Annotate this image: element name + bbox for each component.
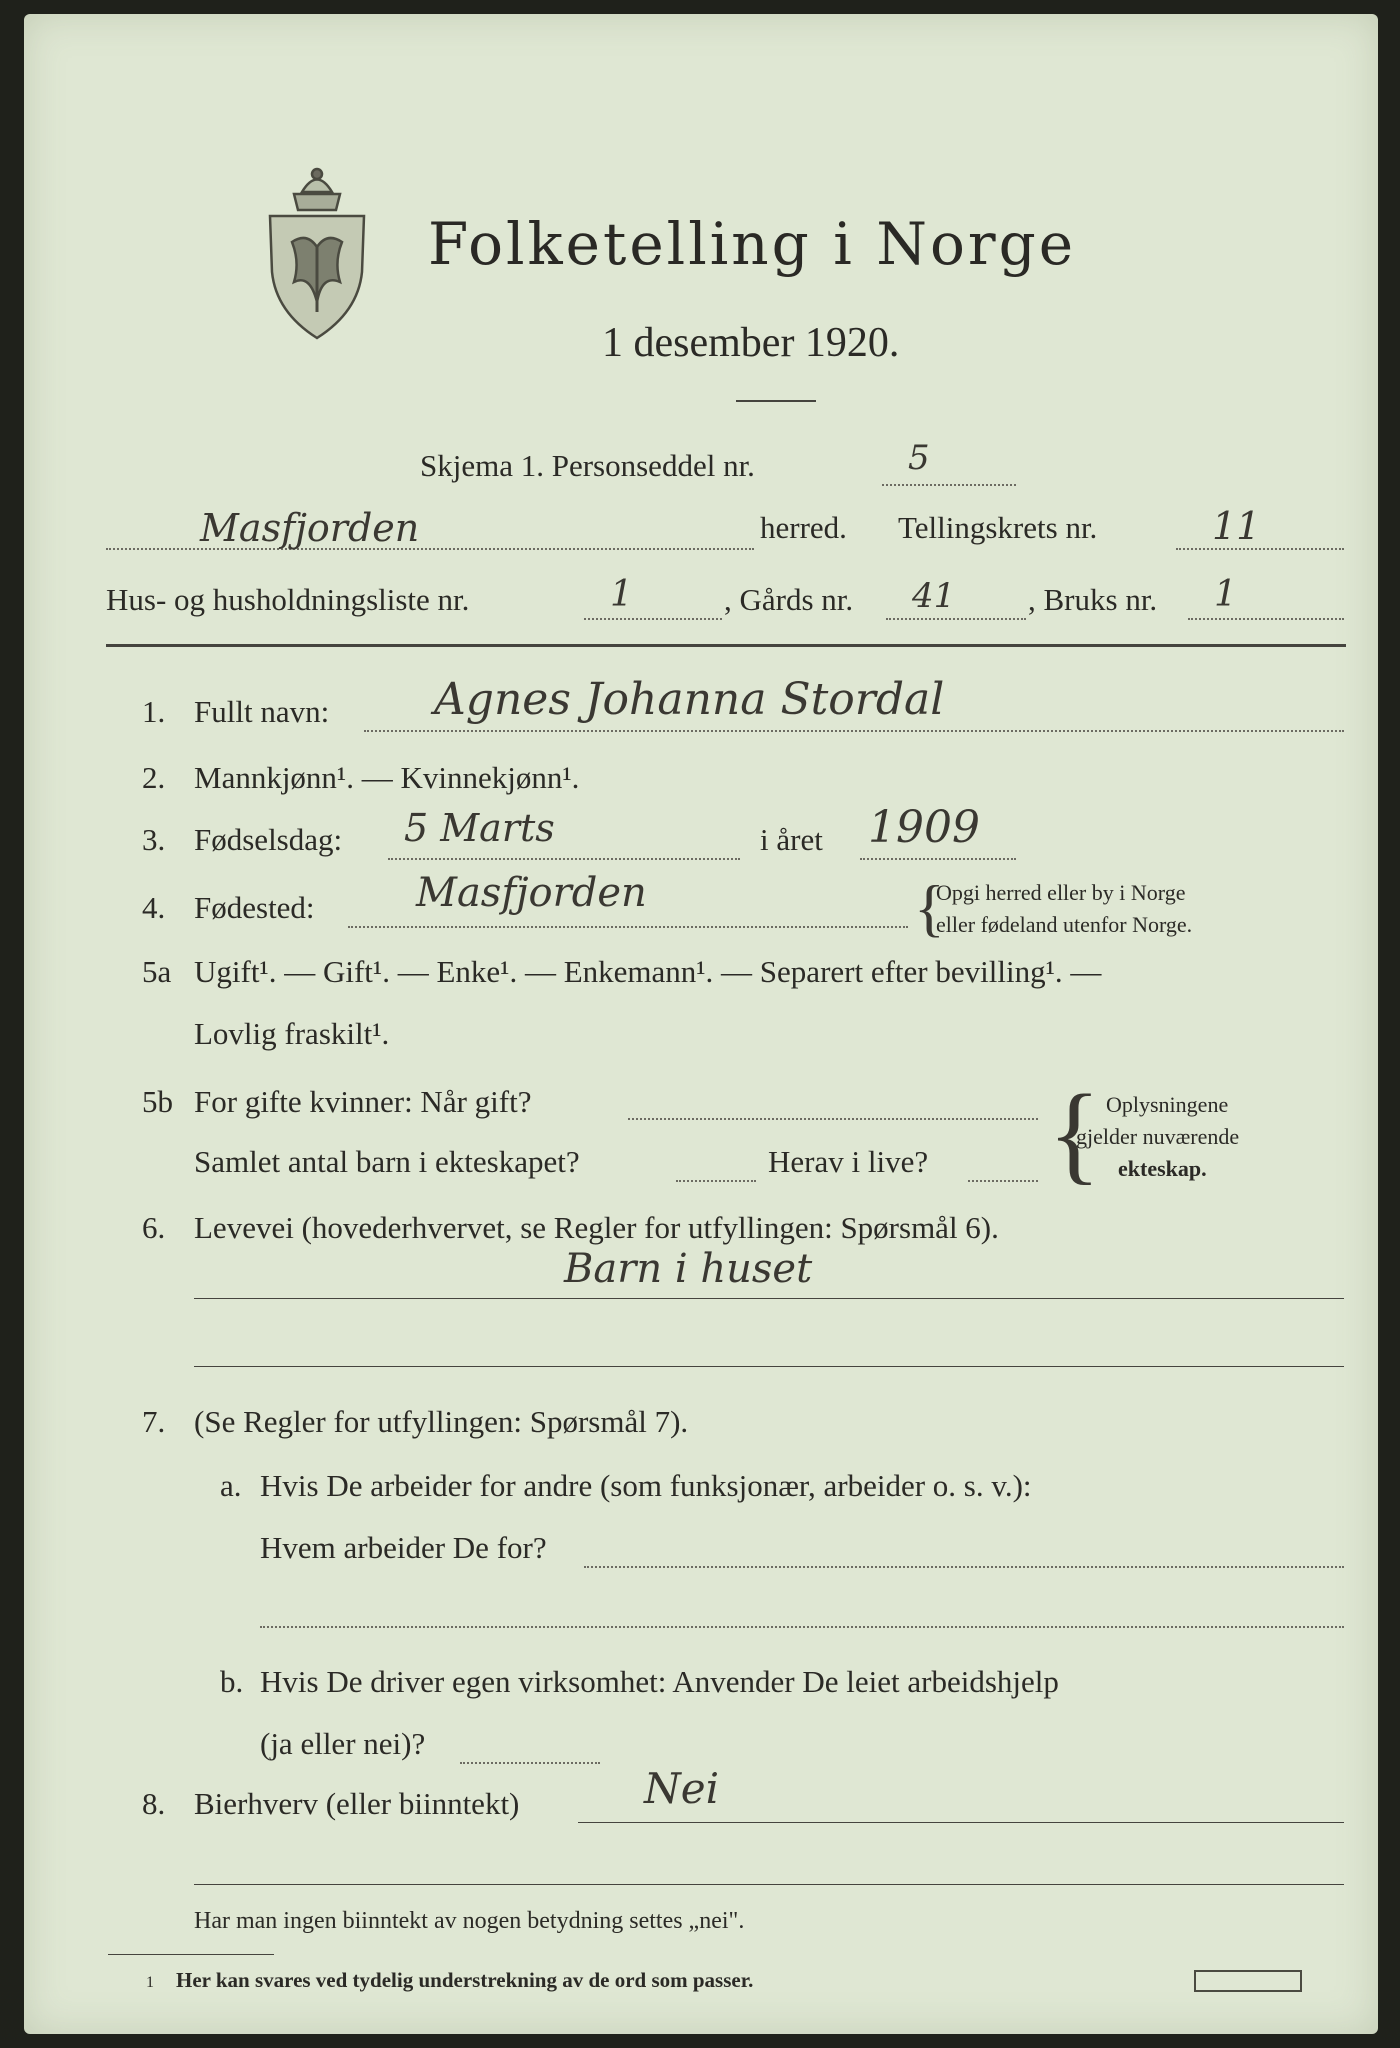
q7b-number: b.: [220, 1664, 244, 1699]
q7-number: 7.: [142, 1404, 166, 1439]
herred-value: Masfjorden: [200, 506, 420, 550]
q4-note-2: eller fødeland utenfor Norge.: [936, 912, 1193, 937]
q5b-label-married: For gifte kvinner: Når gift?: [194, 1084, 532, 1119]
q8-line: [578, 1822, 1344, 1823]
q8-line-2: [194, 1884, 1344, 1885]
herred-label: herred.: [760, 510, 847, 545]
q7a-number: a.: [220, 1468, 242, 1503]
q4-number: 4.: [142, 890, 166, 925]
census-form-page: [24, 14, 1378, 2034]
q2-label: Mannkjønn¹. — Kvinnekjønn¹.: [194, 760, 580, 795]
q5a-options-continued: Lovlig fraskilt¹.: [194, 1016, 390, 1051]
q6-label: Levevei (hovederhvervet, se Regler for utfyllingen: Spørsmål 6).: [194, 1210, 999, 1245]
birthplace-value: Masfjorden: [416, 870, 647, 916]
q5b-married-line: [628, 1118, 1038, 1120]
q5b-label-alive: Herav i live?: [768, 1144, 929, 1179]
footnote-rule: [108, 1954, 274, 1955]
q6-number: 6.: [142, 1210, 166, 1245]
q1-number: 1.: [142, 694, 166, 729]
personseddel-value: 5: [908, 438, 930, 478]
form-title: Folketelling i Norge: [428, 210, 1077, 278]
footnote-mark: 1: [146, 1974, 154, 1991]
q7a-label: Hvis De arbeider for andre (som funksjonær, arbeider o. s. v.):: [260, 1468, 1032, 1503]
q4-note-1: Opgi herred eller by i Norge: [936, 880, 1186, 905]
q7a-employer-line-2: [260, 1626, 1344, 1628]
q7a-employer-label: Hvem arbeider De for?: [260, 1530, 547, 1565]
norway-coat-of-arms-icon: [262, 162, 372, 342]
bruks-line: [1188, 618, 1344, 620]
husholdningsliste-label: Hus- og husholdningsliste nr.: [106, 582, 470, 617]
q4-label: Fødested:: [194, 890, 315, 925]
birthday-value: 5 Marts: [404, 806, 555, 850]
gards-label: , Gårds nr.: [724, 582, 854, 617]
tellingskrets-label: Tellingskrets nr.: [898, 510, 1098, 545]
full-name-value: Agnes Johanna Stordal: [434, 674, 945, 725]
side-income-note: Har man ingen biinntekt av nogen betydning settes „nei".: [194, 1908, 745, 1934]
q6-line-2: [194, 1366, 1344, 1367]
bruks-value: 1: [1214, 574, 1237, 615]
bruks-label: , Bruks nr.: [1028, 582, 1158, 617]
q5b-brace: {: [1048, 1072, 1101, 1194]
q3-number: 3.: [142, 822, 166, 857]
q5b-children-line: [676, 1180, 756, 1182]
personseddel-line: [882, 484, 1016, 486]
q5b-note-2: gjelder nuværende: [1076, 1124, 1240, 1149]
footnote-text: Her kan svares ved tydelig understrekning av de ord som passer.: [176, 1968, 754, 1992]
q7b-answer-line: [460, 1762, 600, 1764]
q1-label: Fullt navn:: [194, 694, 330, 729]
skjema-label: Skjema 1. Personseddel nr.: [420, 448, 755, 483]
q7-label: (Se Regler for utfyllingen: Spørsmål 7).: [194, 1404, 689, 1439]
q7b-label-continued: (ja eller nei)?: [260, 1726, 426, 1761]
q1-line: [364, 730, 1344, 732]
q7b-label: Hvis De driver egen virksomhet: Anvender De leiet arbeidshjelp: [260, 1664, 1059, 1699]
q5b-note-1: Oplysningene: [1106, 1092, 1229, 1117]
year-label: i året: [760, 822, 823, 857]
q5b-note-3: ekteskap.: [1118, 1156, 1207, 1181]
q3-day-line: [388, 858, 740, 860]
header-rule: [106, 644, 1346, 647]
title-divider: [736, 400, 816, 402]
q4-line: [348, 926, 908, 928]
q7a-employer-line: [584, 1566, 1344, 1568]
q5b-number: 5b: [142, 1084, 173, 1119]
q8-label: Bierhverv (eller biinntekt): [194, 1786, 520, 1821]
q4-brace: {: [914, 872, 945, 943]
side-income-value: Nei: [644, 1764, 720, 1813]
q6-line-1: [194, 1298, 1344, 1299]
q3-label: Fødselsdag:: [194, 822, 343, 857]
tellingskrets-value: 11: [1212, 504, 1261, 548]
q8-number: 8.: [142, 1786, 166, 1821]
q5b-alive-line: [968, 1180, 1038, 1182]
form-date: 1 desember 1920.: [602, 320, 900, 366]
husholdningsliste-value: 1: [610, 574, 633, 615]
q3-year-line: [860, 858, 1016, 860]
gards-value: 41: [912, 576, 956, 616]
q5b-label-children: Samlet antal barn i ekteskapet?: [194, 1144, 580, 1179]
printer-stamp-icon: [1194, 1970, 1302, 1992]
q2-number: 2.: [142, 760, 166, 795]
gards-line: [886, 618, 1026, 620]
q5a-number: 5a: [142, 954, 172, 989]
husholdningsliste-line: [584, 618, 722, 620]
tellingskrets-line: [1176, 548, 1344, 550]
occupation-value: Barn i huset: [564, 1246, 813, 1292]
q5a-options: Ugift¹. — Gift¹. — Enke¹. — Enkemann¹. — Separert efter bevilling¹. —: [194, 954, 1102, 989]
birth-year-value: 1909: [868, 802, 980, 853]
